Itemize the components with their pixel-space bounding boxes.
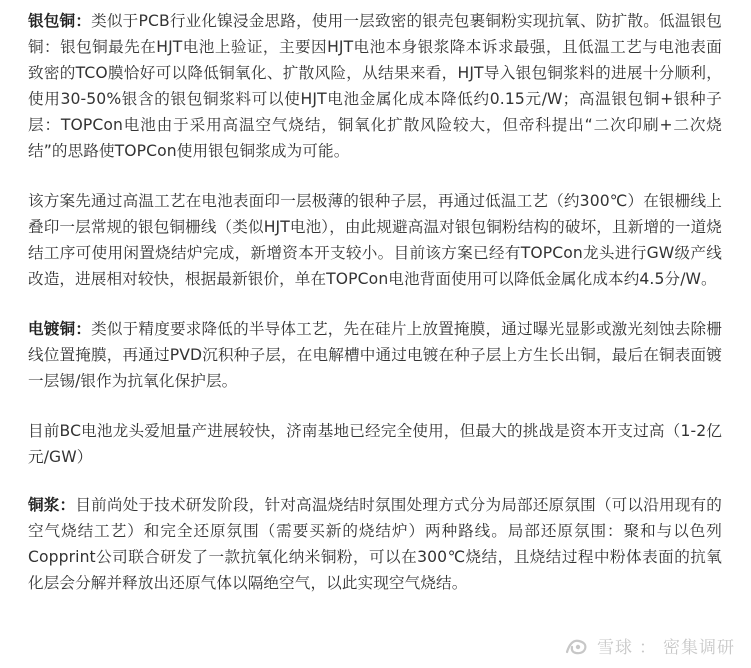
paragraph-heading: 银包铜： — [28, 12, 92, 30]
watermark — [563, 633, 735, 658]
paragraph-copper-paste — [28, 492, 722, 596]
watermark-platform: 雪球 — [597, 638, 633, 658]
snowball-logo-icon — [563, 635, 591, 657]
paragraph-text: 目前BC电池龙头爱旭量产进展较快，济南基地已经完全使用，但最大的挑战是资本开支过高（1-2亿元/GW） — [28, 422, 722, 466]
paragraph-silver-coated-copper — [28, 8, 722, 164]
watermark-separator: ： — [639, 638, 657, 658]
paragraph-text: 类似于PCB行业化镍浸金思路，使用一层致密的银壳包裹铜粉实现抗氧、防扩散。低温银包铜：银包铜最先在HJT电池上验证，主要因HJT电池本身银浆降本诉求最强，且低温工艺与电池表面致密的TCO膜恰好可以降低铜氧化、扩散风险，从结果来看，HJT导入银包铜浆料的进展十分顺利，使用30-50%银含的银包铜浆料可以使HJT电池金属化成本降低约0.15元/W；高温银包铜+银种子层：TOPCon电池由于采用高温空气烧结，铜氧化扩散风险较大，但帝科提出“二次印刷+二次烧结”的思路使TOPCon使用银包铜浆成为可能。 — [28, 12, 723, 160]
paragraph-copper-plating — [28, 316, 722, 394]
paragraph-bc-progress — [28, 418, 722, 470]
paragraph-text: 目前尚处于技术研发阶段，针对高温烧结时氛围处理方式分为局部还原氛围（可以沿用现有的空气烧结工艺）和完全还原氛围（需要买新的烧结炉）两种路线。局部还原氛围：聚和与以色列Copprint公司联合研发了一款抗氧化纳米铜粉，可以在300℃烧结，且烧结过程中粉体表面的抗氧化层会分解并释放出还原气体以隔绝空气，以此实现空气烧结。 — [28, 496, 722, 592]
article-body — [28, 8, 722, 596]
paragraph-text: 该方案先通过高温工艺在电池表面印一层极薄的银种子层，再通过低温工艺（约300℃）在银栅线上叠印一层常规的银包铜栅线（类似HJT电池），由此规避高温对银包铜粉结构的破坏，且新增的一道烧结工序可使用闲置烧结炉完成，新增资本开支较小。目前该方案已经有TOPCon龙头进行GW级产线改造，进展相对较快，根据最新银价，单在TOPCon电池背面使用可以降低金属化成本约4.5分/W。 — [28, 192, 722, 288]
watermark-author: 密集调研 — [663, 638, 735, 658]
paragraph-seed-layer-scheme — [28, 188, 722, 292]
paragraph-text: 类似于精度要求降低的半导体工艺，先在硅片上放置掩膜，通过曝光显影或激光刻蚀去除栅线位置掩膜，再通过PVD沉积种子层，在电解槽中通过电镀在种子层上方生长出铜，最后在铜表面镀一层锡/银作为抗氧化保护层。 — [28, 320, 722, 390]
paragraph-heading: 电镀铜： — [28, 320, 92, 338]
paragraph-heading: 铜浆： — [28, 496, 76, 514]
